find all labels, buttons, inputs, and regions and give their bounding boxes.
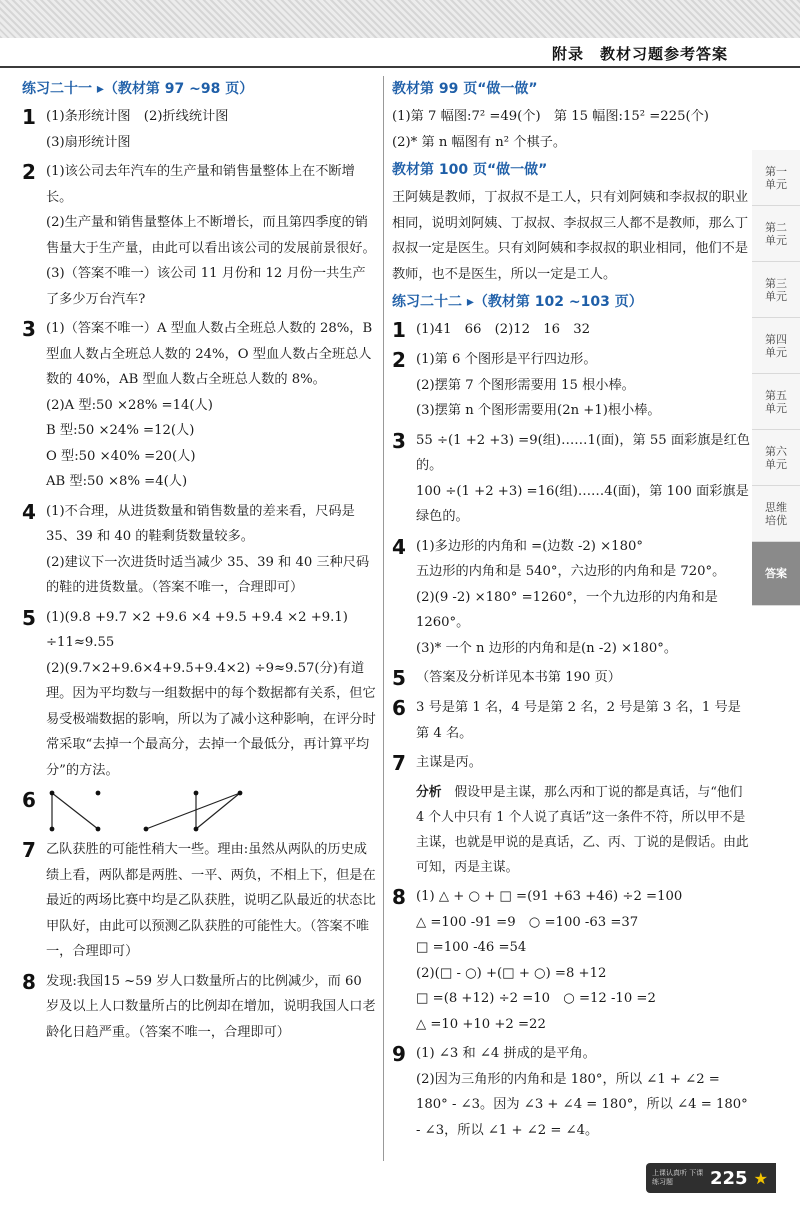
item-number: 9: [392, 1042, 406, 1066]
answer-line: (3)扇形统计图: [46, 134, 131, 150]
answer-item: [22, 316, 376, 495]
answer-item: [392, 428, 750, 530]
star-icon: ★: [753, 1168, 768, 1188]
page-number: 225: [710, 1167, 748, 1189]
answer-line: (1)不合理，从进货数量和销售数量的差来看，尺码是 35、39 和 40 的鞋剩货数量较多。: [46, 503, 355, 544]
tab-unit-3[interactable]: 第三单元: [752, 262, 800, 318]
answer-item: [392, 750, 750, 776]
tab-unit-4[interactable]: 第四单元: [752, 318, 800, 374]
figure-dot: [144, 827, 149, 832]
tab-answers[interactable]: 答案: [752, 542, 800, 606]
tab-unit-1[interactable]: 第一单元: [752, 150, 800, 206]
top-decor-band: [0, 0, 800, 38]
figure-dot: [194, 791, 199, 796]
item-number: 6: [392, 696, 406, 720]
item-number: 3: [392, 428, 406, 453]
item-number: 1: [392, 318, 406, 342]
answer-line: 主谋是丙。: [416, 755, 482, 770]
item-number: 6: [22, 788, 36, 812]
figure-dot: [194, 827, 199, 832]
item-number: 5: [392, 666, 406, 690]
section-title-p100: 教材第 100 页“做一做”: [392, 162, 548, 178]
answer-item: [392, 884, 750, 1037]
answer-line: (2)(□ - ○) +(□ + ○) =8 +12: [416, 965, 607, 981]
tab-unit-5[interactable]: 第五单元: [752, 374, 800, 430]
answer-item: [392, 534, 750, 662]
figure-line: [52, 793, 98, 829]
tab-unit-6[interactable]: 第六单元: [752, 430, 800, 486]
tab-unit-2[interactable]: 第二单元: [752, 206, 800, 262]
answer-line: (2)A 型:50 ×28% =14(人): [46, 397, 213, 413]
item-number: 8: [392, 885, 406, 909]
answer-item: [22, 104, 376, 155]
answer-line: (3)（答案不唯一）该公司 11 月份和 12 月份一共生产了多少万台汽车?: [46, 266, 366, 307]
answer-line: 55 ÷(1 +2 +3) =9(组)……1(面)，第 55 面彩旗是红色的。: [416, 432, 750, 473]
answer-item: [392, 695, 750, 746]
answer-line: (1)（答案不唯一）A 型血人数占全班总人数的 28%，B 型血人数占全班总人数的 24%，O 型血人数占全班总人数的 40%，AB 型血人数占全班总人数的 8%。: [46, 321, 373, 387]
answer-line: (1)第 7 幅图:7² =49(个) 第 15 幅图:15² =225(个): [392, 109, 709, 124]
figure-dot: [96, 827, 101, 832]
column-divider: [383, 76, 384, 1161]
answer-line: (2)因为三角形的内角和是 180°，所以 ∠1 + ∠2 = 180° - ∠3。因为 ∠3 + ∠4 = 180°，所以 ∠4 = 180° - ∠3，所以 ∠1 + ∠2 = ∠4。: [416, 1071, 748, 1138]
answer-line: (1)多边形的内角和 =(边数 -2) ×180°: [416, 538, 643, 554]
answer-line: AB 型:50 ×8% =4(人): [46, 474, 188, 489]
item-number: 3: [22, 317, 36, 341]
figure-dot: [50, 791, 55, 796]
answer-line: □ =(8 +12) ÷2 =10 ○ =12 -10 =2: [416, 991, 656, 1006]
answer-line: (3)* 一个 n 边形的内角和是(n -2) ×180°。: [416, 640, 678, 656]
unit-tabs: [752, 150, 800, 606]
item-number: 2: [22, 160, 36, 184]
section-title-ex22: 练习二十二 ▸（教材第 102 ~103 页）: [392, 294, 643, 310]
answer-line: (1) △ + ○ + □ =(91 +63 +46) ÷2 =100: [416, 889, 683, 904]
answer-line: 3 号是第 1 名，4 号是第 2 名，2 号是第 3 名，1 号是第 4 名。: [416, 700, 741, 741]
analysis-block: [392, 780, 750, 880]
line-drawing-figure: [46, 787, 376, 833]
answer-line: （答案及分析详见本书第 190 页）: [416, 670, 621, 685]
answer-line: (2)生产量和销售量整体上不断增长，而且第四季度的销售量大于生产量，由此可以看出该公司的发展前景很好。: [46, 215, 376, 256]
answer-item: [392, 317, 750, 343]
item-number: 1: [22, 105, 36, 129]
answer-line: (2)(9.7×2+9.6×4+9.5+9.4×2) ÷9≈9.57(分)有道理。因为平均数与一组数据中的每个数据都有关系，但它易受极端数据的影响，所以为了减小这种影响，在评分时常采取“去掉一个最高分，去掉一个最低分，再计算平均分”的方法。: [46, 660, 376, 778]
page-header: [0, 38, 800, 68]
item-number: 2: [392, 348, 406, 372]
analysis-label: 分析: [416, 785, 442, 800]
answer-line: △ =100 -91 =9 ○ =100 -63 =37: [416, 914, 639, 930]
answer-line: O 型:50 ×40% =20(人): [46, 448, 196, 464]
right-column: [392, 76, 750, 1147]
answer-line: 100 ÷(1 +2 +3) =16(组)……4(面)，第 100 面彩旗是绿色的。: [416, 483, 749, 524]
answer-item: [22, 499, 376, 601]
header-title: 附录 教材习题参考答案: [551, 45, 728, 63]
answer-paragraph: 王阿姨是教师，丁叔叔不是工人，只有刘阿姨和李叔叔的职业相同，说明刘阿姨、丁叔叔、李叔叔三人都不是教师，那么丁叔叔一定是医生。只有刘阿姨和李叔叔的职业相同，他们不是教师，也不是医生，所以一定是工人。: [392, 190, 749, 282]
dot-line-diagram: [46, 789, 296, 833]
answer-item: [392, 665, 750, 691]
answer-item: [392, 347, 750, 424]
answer-line: 五边形的内角和是 540°，六边形的内角和是 720°。: [416, 564, 726, 579]
answer-line: (1)条形统计图 (2)折线统计图: [46, 109, 229, 124]
answer-line: 乙队获胜的可能性稍大一些。理由:虽然从两队的历史成绩上看，两队都是两胜、一平、两负，不相上下，但是在最近的两场比赛中均是乙队获胜，说明乙队最近的状态比甲队好，由此可以预测乙队获胜的可能性大。（答案不唯一，合理即可）: [46, 842, 376, 959]
answer-line: (3)摆第 n 个图形需要用(2n +1)根小棒。: [416, 403, 661, 418]
answer-line: (2)* 第 n 幅图有 n² 个棋子。: [392, 134, 567, 150]
answer-line: △ =10 +10 +2 =22: [416, 1016, 546, 1032]
page-footer: [646, 1163, 776, 1193]
figure-dot: [96, 791, 101, 796]
answer-item: [22, 159, 376, 312]
section-title-p99: 教材第 99 页“做一做”: [392, 81, 538, 97]
answer-line: (2)建议下一次进货时适当减少 35、39 和 40 三种尺码的鞋的进货数量。（答案不唯一，合理即可）: [46, 554, 370, 595]
item-number: 5: [22, 605, 36, 630]
answer-line: (1)(9.8 +9.7 ×2 +9.6 ×4 +9.5 +9.4 ×2 +9.1) ÷11≈9.55: [46, 609, 348, 650]
item-number: 7: [22, 838, 36, 862]
answer-item: [22, 969, 376, 1046]
figure-line: [196, 793, 240, 829]
footer-slogan: 上课认真听 下课练习题: [652, 1169, 704, 1186]
item-number: 7: [392, 751, 406, 775]
answer-line: □ =100 -46 =54: [416, 940, 527, 955]
figure-line: [146, 793, 240, 829]
answer-line: 发现:我国15 ~59 岁人口数量所占的比例减少，而 60 岁及以上人口数量所占的比例却在增加，说明我国人口老龄化日趋严重。（答案不唯一，合理即可）: [46, 973, 376, 1040]
tab-thinking[interactable]: 思维培优: [752, 486, 800, 542]
answer-item: [22, 837, 376, 965]
answer-item: [22, 787, 376, 833]
answer-line: (1)41 66 (2)12 16 32: [416, 322, 591, 337]
answer-line: (1)第 6 个图形是平行四边形。: [416, 352, 597, 367]
answer-line: (1) ∠3 和 ∠4 拼成的是平角。: [416, 1046, 596, 1061]
analysis-text: 假设甲是主谋，那么丙和丁说的都是真话，与“他们 4 个人中只有 1 个人说了真话”这一条件不符，所以甲不是主谋，也就是甲说的是真话，乙、丙、丁说的是假话。由此可知，丙是主谋。: [416, 785, 749, 875]
answer-line: (1)该公司去年汽车的生产量和销售量整体上在不断增长。: [46, 164, 355, 205]
item-number: 4: [392, 534, 406, 559]
item-number: 8: [22, 969, 36, 994]
section-title-ex21: 练习二十一 ▸（教材第 97 ~98 页）: [22, 81, 254, 97]
figure-dot: [50, 827, 55, 832]
item-number: 4: [22, 499, 36, 524]
figure-dot: [238, 791, 243, 796]
answer-item: [22, 605, 376, 784]
answer-item: [392, 1041, 750, 1143]
answer-line: (2)(9 -2) ×180° =1260°，一个九边形的内角和是 1260°。: [416, 589, 718, 630]
answer-line: (2)摆第 7 个图形需要用 15 根小棒。: [416, 377, 635, 393]
answer-line: B 型:50 ×24% =12(人): [46, 423, 195, 438]
left-column: [22, 76, 376, 1049]
